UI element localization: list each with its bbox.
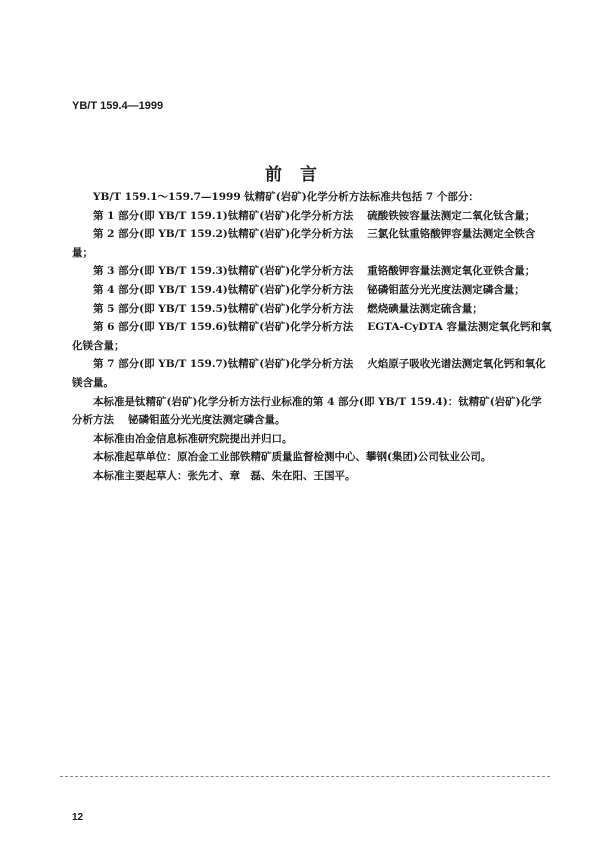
text-line <box>72 262 542 281</box>
method-name: 第 4 部分(即 YB/T 159.4)钛精矿(岩矿)化学分析方法 <box>93 283 354 296</box>
text-line <box>72 393 542 412</box>
line-text: 量； <box>72 246 93 259</box>
method-description: 重铬酸钾容量法测定氧化亚铁含量； <box>367 265 536 278</box>
method-name: 第 3 部分(即 YB/T 159.3)钛精矿(岩矿)化学分析方法 <box>93 265 354 278</box>
method-name: 第 1 部分(即 YB/T 159.1)钛精矿(岩矿)化学分析方法 <box>93 209 354 222</box>
foreword-body <box>72 188 552 486</box>
line-text: 镁含量。 <box>72 376 114 389</box>
method-description: EGTA-CyDTA 容量法测定氧化钙和氧 <box>367 321 552 334</box>
text-line <box>72 188 542 207</box>
method-description: 铋磷钼蓝分光光度法测定磷含量； <box>367 283 525 296</box>
text-line <box>72 430 542 449</box>
method-description: 三氯化钛重铬酸钾容量法测定全铁含 <box>367 228 536 241</box>
method-description: 火焰原子吸收光谱法测定氧化钙和氧化 <box>367 358 546 371</box>
line-text: 化镁含量； <box>72 339 125 352</box>
text-line <box>72 300 542 319</box>
method-name: 第 5 部分(即 YB/T 159.5)钛精矿(岩矿)化学分析方法 <box>93 302 354 315</box>
text-line <box>72 318 552 337</box>
footer-divider <box>60 776 550 777</box>
line-text: YB/T 159.1～159.7—1999 钛精矿(岩矿)化学分析方法标准共包括 7 个部分： <box>93 191 479 203</box>
text-line <box>72 225 542 244</box>
text-line <box>72 411 542 430</box>
line-text: 本标准主要起草人：张先才、章 磊、朱在阳、王国平。 <box>93 469 356 482</box>
text-line <box>72 337 542 356</box>
text-line <box>72 207 542 226</box>
method-name: 第 7 部分(即 YB/T 159.7)钛精矿(岩矿)化学分析方法 <box>93 358 354 371</box>
standard-code-header: YB/T 159.4—1999 <box>72 100 164 112</box>
method-name: 第 2 部分(即 YB/T 159.2)钛精矿(岩矿)化学分析方法 <box>93 228 354 241</box>
text-line <box>72 467 542 486</box>
line-text: 本标准是钛精矿(岩矿)化学分析方法行业标准的第 4 部分(即 YB/T 159.4)：钛精矿(岩矿)化学 <box>93 395 542 408</box>
method-description: 燃烧碘量法测定硫含量； <box>367 302 483 315</box>
line-text: 本标准起草单位：原冶金工业部铁精矿质量监督检测中心、攀钢(集团)公司钛业公司。 <box>93 451 492 464</box>
text-line <box>72 374 542 393</box>
line-text: 本标准由冶金信息标准研究院提出并归口。 <box>93 432 293 445</box>
method-name: 第 6 部分(即 YB/T 159.6)钛精矿(岩矿)化学分析方法 <box>93 321 354 334</box>
page-number: 12 <box>72 812 84 823</box>
text-line <box>72 355 546 374</box>
method-description: 硫酸铁铵容量法测定二氧化钛含量； <box>367 209 536 222</box>
text-line <box>72 448 542 467</box>
text-line <box>72 281 542 300</box>
method-name: 分析方法 <box>72 414 114 427</box>
text-line <box>72 244 542 263</box>
page-title: 前言 <box>265 165 335 185</box>
method-description: 铋磷钼蓝分光光度法测定磷含量。 <box>128 414 286 427</box>
